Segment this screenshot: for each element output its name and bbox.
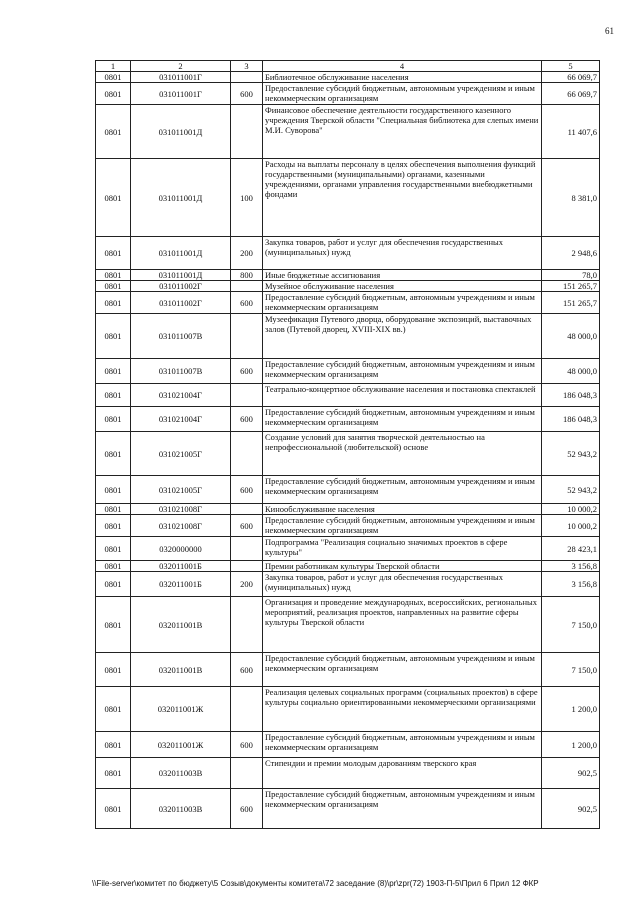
section-code-cell: 0801 — [96, 572, 131, 597]
table-row — [96, 314, 600, 359]
table-row — [96, 687, 600, 732]
amount-cell: 902,5 — [542, 789, 600, 829]
expense-type-cell — [231, 72, 263, 83]
table-row — [96, 515, 600, 537]
expense-type-cell: 100 — [231, 159, 263, 237]
target-article-cell: 032011001В — [131, 653, 231, 687]
item-name-cell: Закупка товаров, работ и услуг для обеспечения государственных (муниципальных) нужд — [263, 237, 542, 270]
item-name-cell: Предоставление субсидий бюджетным, автономным учреждениям и иным некоммерческим организациям — [263, 83, 542, 105]
expense-type-cell: 600 — [231, 653, 263, 687]
table-row — [96, 159, 600, 237]
target-article-cell: 031021004Г — [131, 407, 231, 432]
expense-type-cell: 800 — [231, 270, 263, 281]
amount-cell: 48 000,0 — [542, 314, 600, 359]
item-name-cell: Предоставление субсидий бюджетным, автономным учреждениям и иным некоммерческим организациям — [263, 515, 542, 537]
target-article-cell: 031011001Д — [131, 270, 231, 281]
amount-cell: 186 048,3 — [542, 407, 600, 432]
item-name-cell: Музеефикация Путевого дворца, оборудование экспозиций, выставочных залов (Путевой дворец, XVIII-XIX вв.) — [263, 314, 542, 359]
target-article-cell: 031021008Г — [131, 515, 231, 537]
expense-type-cell: 600 — [231, 359, 263, 384]
amount-cell: 2 948,6 — [542, 237, 600, 270]
table-row — [96, 537, 600, 561]
section-code-cell: 0801 — [96, 597, 131, 653]
table-row — [96, 83, 600, 105]
amount-cell: 3 156,8 — [542, 572, 600, 597]
amount-cell: 186 048,3 — [542, 384, 600, 407]
target-article-cell: 031011007В — [131, 359, 231, 384]
table-row — [96, 237, 600, 270]
section-code-cell: 0801 — [96, 653, 131, 687]
target-article-cell: 031011002Г — [131, 292, 231, 314]
section-code-cell: 0801 — [96, 407, 131, 432]
item-name-cell: Закупка товаров, работ и услуг для обеспечения государственных (муниципальных) нужд — [263, 572, 542, 597]
section-code-cell: 0801 — [96, 270, 131, 281]
target-article-cell: 031011001Г — [131, 72, 231, 83]
expense-type-cell: 600 — [231, 292, 263, 314]
target-article-cell: 031011002Г — [131, 281, 231, 292]
expense-type-cell — [231, 597, 263, 653]
table-row — [96, 789, 600, 829]
header-col-4: 4 — [263, 61, 542, 72]
target-article-cell: 031021005Г — [131, 476, 231, 504]
target-article-cell: 032011001В — [131, 597, 231, 653]
target-article-cell: 032011003В — [131, 758, 231, 789]
table-row — [96, 292, 600, 314]
item-name-cell: Предоставление субсидий бюджетным, автономным учреждениям и иным некоммерческим организациям — [263, 359, 542, 384]
amount-cell: 28 423,1 — [542, 537, 600, 561]
item-name-cell: Финансовое обеспечение деятельности государственного казенного учреждения Тверской области "Специальная библиотека для слепых имени М.И. Суворова" — [263, 105, 542, 159]
page-number: 61 — [605, 26, 614, 36]
expense-type-cell — [231, 384, 263, 407]
section-code-cell: 0801 — [96, 515, 131, 537]
item-name-cell: Предоставление субсидий бюджетным, автономным учреждениям и иным некоммерческим организациям — [263, 292, 542, 314]
section-code-cell: 0801 — [96, 292, 131, 314]
table-header-row — [96, 61, 600, 72]
header-col-1: 1 — [96, 61, 131, 72]
expense-type-cell: 600 — [231, 407, 263, 432]
expense-type-cell — [231, 537, 263, 561]
target-article-cell: 031011001Д — [131, 237, 231, 270]
section-code-cell: 0801 — [96, 281, 131, 292]
target-article-cell: 031011001Д — [131, 105, 231, 159]
item-name-cell: Стипендии и премии молодым дарованиям тверского края — [263, 758, 542, 789]
amount-cell: 10 000,2 — [542, 515, 600, 537]
expense-type-cell: 600 — [231, 732, 263, 758]
amount-cell: 52 943,2 — [542, 476, 600, 504]
header-col-2: 2 — [131, 61, 231, 72]
table-row — [96, 359, 600, 384]
amount-cell: 902,5 — [542, 758, 600, 789]
expense-type-cell — [231, 687, 263, 732]
item-name-cell: Предоставление субсидий бюджетным, автономным учреждениям и иным некоммерческим организациям — [263, 732, 542, 758]
section-code-cell: 0801 — [96, 687, 131, 732]
expense-type-cell — [231, 758, 263, 789]
item-name-cell: Премии работникам культуры Тверской области — [263, 561, 542, 572]
item-name-cell: Подпрограмма "Реализация социально значимых проектов в сфере культуры" — [263, 537, 542, 561]
section-code-cell: 0801 — [96, 384, 131, 407]
target-article-cell: 032011001Ж — [131, 732, 231, 758]
target-article-cell: 032011001Ж — [131, 687, 231, 732]
section-code-cell: 0801 — [96, 359, 131, 384]
table-row — [96, 281, 600, 292]
item-name-cell: Библиотечное обслуживание населения — [263, 72, 542, 83]
table-row — [96, 407, 600, 432]
expense-type-cell: 600 — [231, 83, 263, 105]
expense-type-cell — [231, 281, 263, 292]
table-row — [96, 653, 600, 687]
file-path-footer: \\File-server\комитет по бюджету\5 Созыв\документы комитета\72 заседание (8)\pr\zpr(72) 1903-П-5\Прил 6 Прил 12 ФКР — [92, 879, 539, 888]
expense-type-cell: 200 — [231, 237, 263, 270]
section-code-cell: 0801 — [96, 72, 131, 83]
section-code-cell: 0801 — [96, 732, 131, 758]
item-name-cell: Предоставление субсидий бюджетным, автономным учреждениям и иным некоммерческим организациям — [263, 653, 542, 687]
section-code-cell: 0801 — [96, 789, 131, 829]
section-code-cell: 0801 — [96, 537, 131, 561]
target-article-cell: 032011001Б — [131, 561, 231, 572]
item-name-cell: Предоставление субсидий бюджетным, автономным учреждениям и иным некоммерческим организациям — [263, 407, 542, 432]
amount-cell: 66 069,7 — [542, 83, 600, 105]
expense-type-cell — [231, 561, 263, 572]
target-article-cell: 031021008Г — [131, 504, 231, 515]
section-code-cell: 0801 — [96, 476, 131, 504]
table-row — [96, 270, 600, 281]
expense-type-cell: 600 — [231, 515, 263, 537]
section-code-cell: 0801 — [96, 504, 131, 515]
expense-type-cell — [231, 432, 263, 476]
budget-table — [95, 60, 600, 829]
table-row — [96, 105, 600, 159]
section-code-cell: 0801 — [96, 561, 131, 572]
header-col-3: 3 — [231, 61, 263, 72]
table-row — [96, 432, 600, 476]
amount-cell: 151 265,7 — [542, 292, 600, 314]
table-row — [96, 384, 600, 407]
item-name-cell: Театрально-концертное обслуживание населения и постановка спектаклей — [263, 384, 542, 407]
item-name-cell: Кинообслуживание населения — [263, 504, 542, 515]
header-col-5: 5 — [542, 61, 600, 72]
amount-cell: 52 943,2 — [542, 432, 600, 476]
section-code-cell: 0801 — [96, 758, 131, 789]
section-code-cell: 0801 — [96, 237, 131, 270]
target-article-cell: 031021004Г — [131, 384, 231, 407]
target-article-cell: 031011007В — [131, 314, 231, 359]
table-row — [96, 732, 600, 758]
item-name-cell: Создание условий для занятия творческой деятельностью на непрофессиональной (любительской) основе — [263, 432, 542, 476]
expense-type-cell — [231, 504, 263, 515]
target-article-cell: 032011001Б — [131, 572, 231, 597]
amount-cell: 11 407,6 — [542, 105, 600, 159]
expense-type-cell: 600 — [231, 789, 263, 829]
table-row — [96, 758, 600, 789]
amount-cell: 48 000,0 — [542, 359, 600, 384]
expense-type-cell: 600 — [231, 476, 263, 504]
section-code-cell: 0801 — [96, 432, 131, 476]
amount-cell: 7 150,0 — [542, 597, 600, 653]
amount-cell: 66 069,7 — [542, 72, 600, 83]
table-row — [96, 72, 600, 83]
table-row — [96, 572, 600, 597]
amount-cell: 10 000,2 — [542, 504, 600, 515]
item-name-cell: Иные бюджетные ассигнования — [263, 270, 542, 281]
table-row — [96, 561, 600, 572]
item-name-cell: Музейное обслуживание населения — [263, 281, 542, 292]
item-name-cell: Расходы на выплаты персоналу в целях обеспечения выполнения функций государственными (муниципальными) органами, казенными учреждениями, органами управления государственными внебюджетными фондами — [263, 159, 542, 237]
table-row — [96, 504, 600, 515]
amount-cell: 8 381,0 — [542, 159, 600, 237]
amount-cell: 1 200,0 — [542, 687, 600, 732]
item-name-cell: Предоставление субсидий бюджетным, автономным учреждениям и иным некоммерческим организациям — [263, 789, 542, 829]
item-name-cell: Предоставление субсидий бюджетным, автономным учреждениям и иным некоммерческим организациям — [263, 476, 542, 504]
target-article-cell: 032011003В — [131, 789, 231, 829]
target-article-cell: 031011001Д — [131, 159, 231, 237]
expense-type-cell — [231, 105, 263, 159]
section-code-cell: 0801 — [96, 105, 131, 159]
table-row — [96, 597, 600, 653]
expense-type-cell — [231, 314, 263, 359]
amount-cell: 78,0 — [542, 270, 600, 281]
amount-cell: 3 156,8 — [542, 561, 600, 572]
amount-cell: 1 200,0 — [542, 732, 600, 758]
target-article-cell: 031021005Г — [131, 432, 231, 476]
item-name-cell: Реализация целевых социальных программ (социальных проектов) в сфере культуры социально ориентированными некоммерческими организациями — [263, 687, 542, 732]
amount-cell: 7 150,0 — [542, 653, 600, 687]
table-row — [96, 476, 600, 504]
section-code-cell: 0801 — [96, 83, 131, 105]
expense-type-cell: 200 — [231, 572, 263, 597]
section-code-cell: 0801 — [96, 314, 131, 359]
item-name-cell: Организация и проведение международных, всероссийских, региональных мероприятий, реализация проектов, направленных на развитие сферы культуры Тверской области — [263, 597, 542, 653]
target-article-cell: 031011001Г — [131, 83, 231, 105]
section-code-cell: 0801 — [96, 159, 131, 237]
target-article-cell: 0320000000 — [131, 537, 231, 561]
amount-cell: 151 265,7 — [542, 281, 600, 292]
